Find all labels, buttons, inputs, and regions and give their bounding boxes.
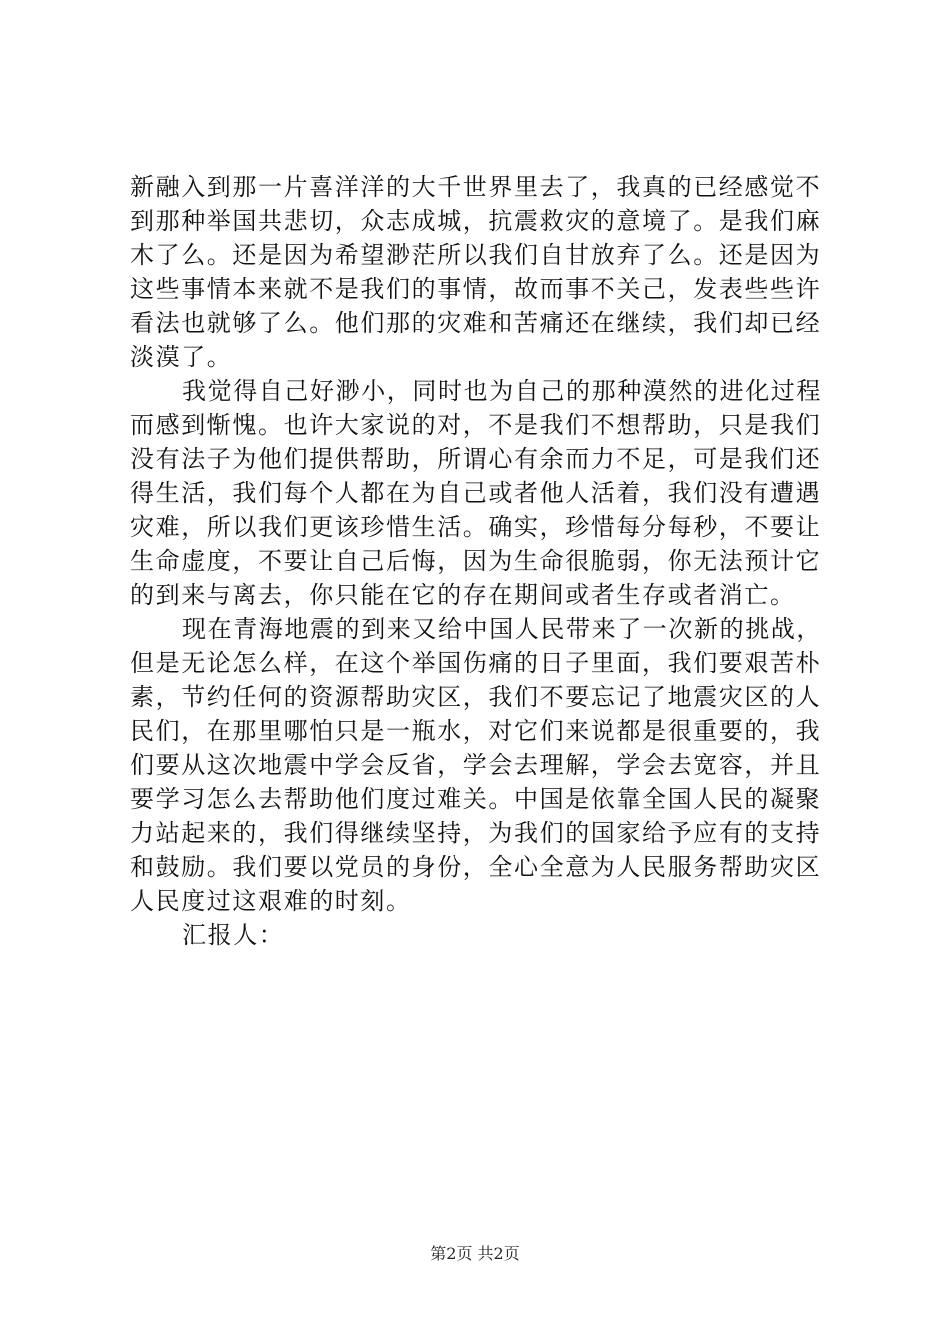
text-line: 而感到惭愧。也许大家说的对，不是我们不想帮助，只是我们 — [130, 411, 822, 439]
text-line: 到那种举国共悲切，众志成城，抗震救灾的意境了。是我们麻 — [130, 207, 822, 235]
text-line: 素，节约任何的资源帮助灾区，我们不要忘记了地震灾区的人 — [130, 683, 822, 711]
text-line: 要学习怎么去帮助他们度过难关。中国是依靠全国人民的凝聚 — [130, 785, 822, 813]
page-number: 第2页 共2页 — [430, 1244, 520, 1263]
page-footer — [0, 1244, 950, 1264]
text-line: 没有法子为他们提供帮助，所谓心有余而力不足，可是我们还 — [130, 445, 822, 473]
text-line: 们要从这次地震中学会反省，学会去理解，学会去宽容，并且 — [130, 751, 822, 779]
paragraph-start-line: 现在青海地震的到来又给中国人民带来了一次新的挑战， — [182, 615, 822, 643]
text-line: 的到来与离去，你只能在它的存在期间或者生存或者消亡。 — [130, 581, 796, 609]
reporter-signature-line: 汇报人： — [182, 921, 285, 949]
document-body — [130, 170, 830, 952]
text-line: 但是无论怎么样，在这个举国伤痛的日子里面，我们要艰苦朴 — [130, 649, 822, 677]
text-line: 生命虚度，不要让自己后悔，因为生命很脆弱，你无法预计它 — [130, 547, 822, 575]
text-line: 得生活，我们每个人都在为自己或者他人活着，我们没有遭遇 — [130, 479, 822, 507]
text-line: 民们，在那里哪怕只是一瓶水，对它们来说都是很重要的，我 — [130, 717, 822, 745]
paragraph-start-line: 我觉得自己好渺小，同时也为自己的那种漠然的进化过程 — [182, 377, 822, 405]
text-line: 这些事情本来就不是我们的事情，故而事不关己，发表些些许 — [130, 275, 822, 303]
text-line: 看法也就够了么。他们那的灾难和苦痛还在继续，我们却已经 — [130, 309, 822, 337]
text-line: 灾难，所以我们更该珍惜生活。确实，珍惜每分每秒，不要让 — [130, 513, 822, 541]
text-line: 人民度过这艰难的时刻。 — [130, 887, 412, 915]
text-line: 和鼓励。我们要以党员的身份，全心全意为人民服务帮助灾区 — [130, 853, 822, 881]
text-line: 淡漠了。 — [130, 343, 233, 371]
text-line: 新融入到那一片喜洋洋的大千世界里去了，我真的已经感觉不 — [130, 173, 822, 201]
text-line: 力站起来的，我们得继续坚持，为我们的国家给予应有的支持 — [130, 819, 822, 847]
text-line: 木了么。还是因为希望渺茫所以我们自甘放弃了么。还是因为 — [130, 241, 822, 269]
